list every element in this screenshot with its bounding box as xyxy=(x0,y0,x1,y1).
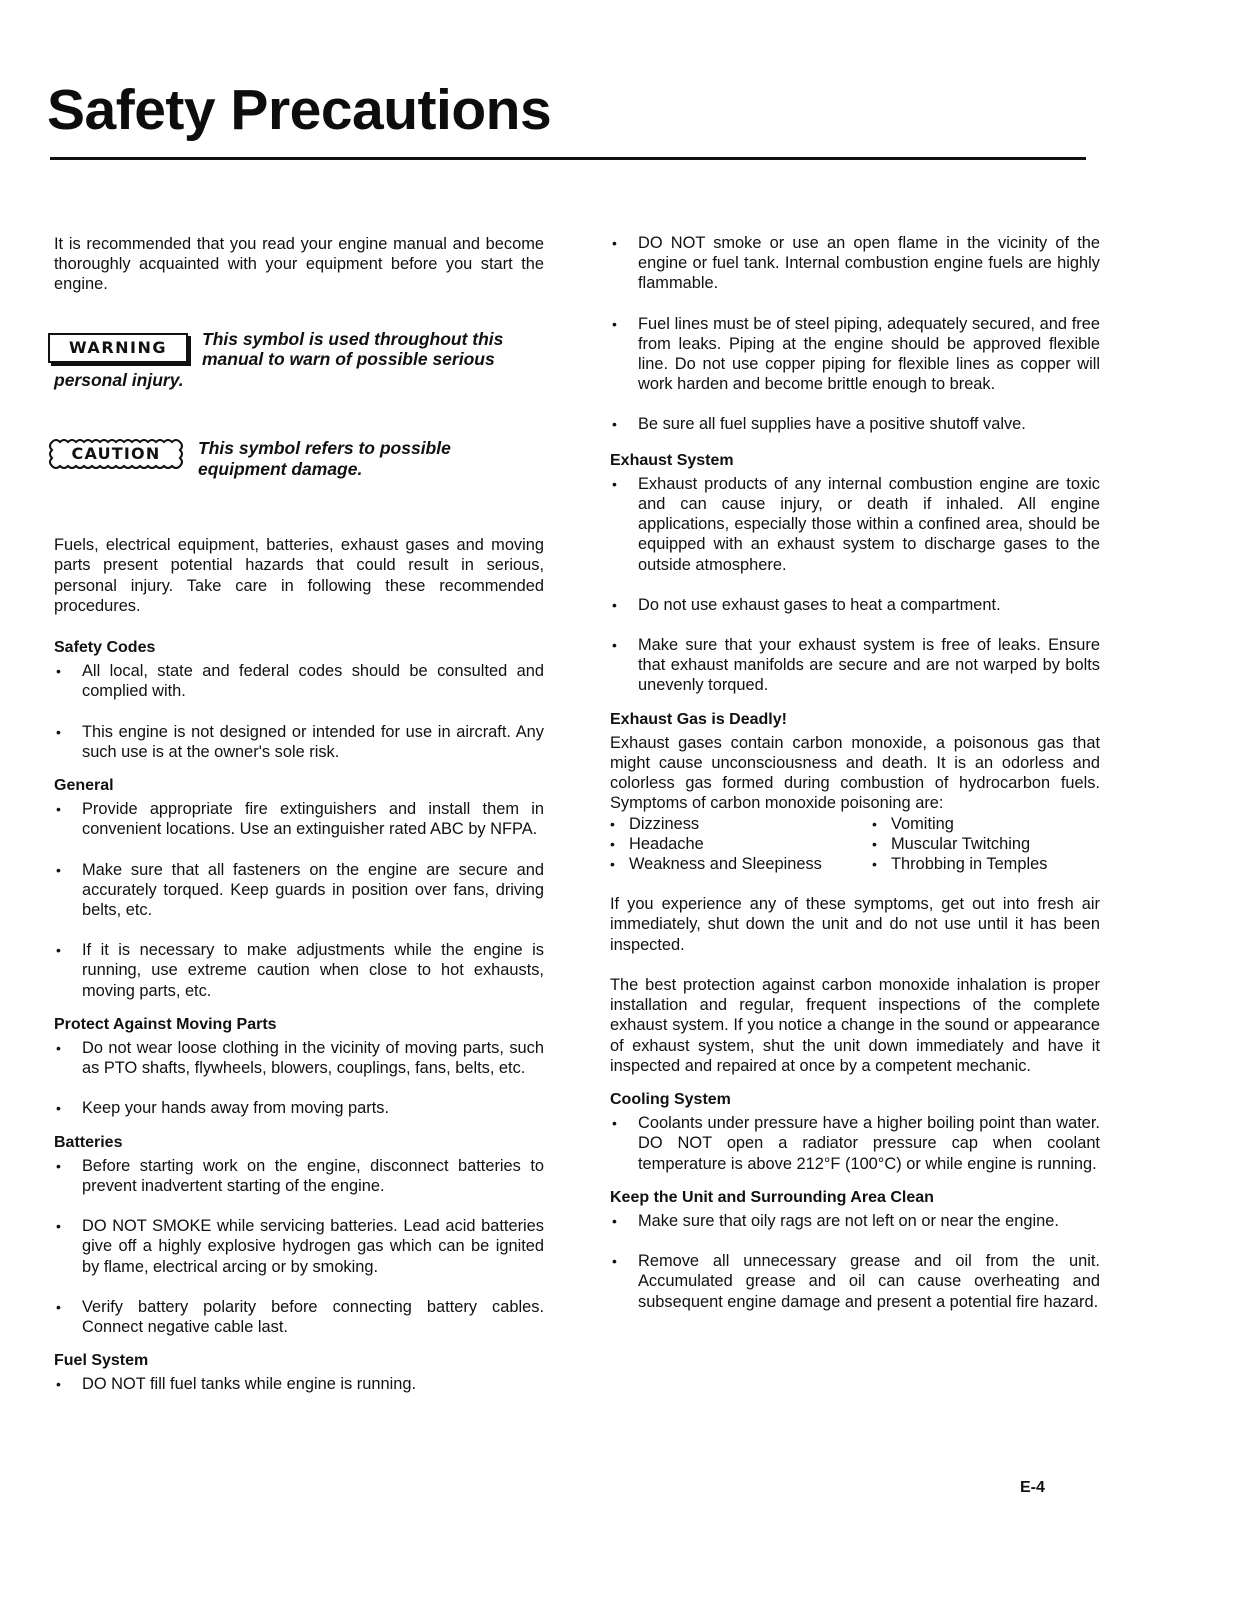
list-item: • Make sure that your exhaust system is free of leaks. Ensure that exhaust manifolds are secure and are not warped by bolts unevenly torqued. xyxy=(612,636,1100,695)
bullet-list xyxy=(610,474,1100,696)
bullet-icon: • xyxy=(612,315,617,332)
intro-paragraph: It is recommended that you read your engine manual and become thoroughly acquainted with your equipment before you start the engine. xyxy=(54,235,544,294)
bullet-icon: • xyxy=(610,835,615,852)
warning-label: WARNING xyxy=(69,337,167,357)
list-item: • Make sure that all fasteners on the engine are secure and accurately torqued. Keep guards in position over fans, driving belts, etc. xyxy=(56,860,544,919)
section-heading: Cooling System xyxy=(610,1090,731,1108)
list-item: • DO NOT fill fuel tanks while engine is running. xyxy=(56,1375,417,1394)
list-item: • If it is necessary to make adjustments while the engine is running, use extreme caution when close to hot exhausts, moving parts, etc. xyxy=(56,941,544,1000)
caution-label: CAUTION xyxy=(71,444,161,463)
caution-text: This symbol refers to possible equipment damage. xyxy=(198,438,451,479)
bullet-icon: • xyxy=(56,1100,61,1117)
section-batteries xyxy=(54,1133,544,1338)
list-item: • This engine is not designed or intended for use in aircraft. Any such use is at the owner's sole risk. xyxy=(56,722,544,761)
symptom-item: • Muscular Twitching xyxy=(872,834,1031,853)
bullet-icon: • xyxy=(56,801,61,818)
bullet-list xyxy=(610,1113,1100,1174)
bullet-icon: • xyxy=(56,1039,61,1056)
bullet-icon: • xyxy=(872,815,877,832)
bullet-icon: • xyxy=(56,1218,61,1235)
bullet-icon: • xyxy=(612,637,617,654)
warning-notice xyxy=(54,329,544,391)
list-item: • DO NOT smoke or use an open flame in the vicinity of the engine or fuel tank. Internal combustion engine fuels are highly flammable. xyxy=(612,234,1100,293)
bullet-icon: • xyxy=(612,1253,617,1270)
list-item: • Keep your hands away from moving parts. xyxy=(56,1099,390,1118)
bullet-icon: • xyxy=(612,1212,617,1229)
bullet-icon: • xyxy=(612,596,617,613)
deadly-paragraph: Exhaust gases contain carbon monoxide, a poisonous gas that might cause unconsciousness and death. It is an odorless and colorless gas formed during combustion of hydrocarbon fuels. Symptoms of carbon monoxide poisoning are: xyxy=(610,733,1100,813)
left-column xyxy=(54,234,544,1415)
bullet-icon: • xyxy=(56,1298,61,1315)
section-heading: General xyxy=(54,776,114,794)
bullet-list xyxy=(54,1156,544,1337)
bullet-icon: • xyxy=(612,235,617,251)
section-keep-clean xyxy=(610,1188,1100,1312)
caution-notice xyxy=(54,438,544,479)
section-heading: Batteries xyxy=(54,1133,123,1151)
section-exhaust-system xyxy=(610,451,1100,696)
section-fuel-system xyxy=(54,1351,544,1394)
page-number: E-4 xyxy=(1020,1479,1045,1496)
list-item: • Do not wear loose clothing in the vicinity of moving parts, such as PTO shafts, flywheels, blowers, couplings, fans, belts, etc. xyxy=(56,1038,544,1078)
page-title: Safety Precautions xyxy=(47,78,552,142)
right-column xyxy=(610,233,1100,1332)
bullet-icon: • xyxy=(56,723,61,740)
bullet-icon: • xyxy=(872,835,877,852)
section-heading: Fuel System xyxy=(54,1352,149,1370)
bullet-icon: • xyxy=(612,1115,617,1132)
bullet-list xyxy=(54,1374,544,1394)
section-heading: Safety Codes xyxy=(54,638,156,656)
list-item: • Exhaust products of any internal combustion engine are toxic and can cause injury, or death if inhaled. All engine applications, especially those within a confined area, should be equipped with an exhaust system to discharge gases to the outside atmosphere. xyxy=(612,474,1100,574)
list-item: • Remove all unnecessary grease and oil from the unit. Accumulated grease and oil can cause overheating and subsequent engine damage and present a potential fire hazard. xyxy=(612,1252,1100,1311)
list-item: • Provide appropriate fire extinguishers and install them in convenient locations. Use an extinguisher rated ABC by NFPA. xyxy=(56,800,544,839)
section-heading: Exhaust Gas is Deadly! xyxy=(610,710,787,728)
caution-icon xyxy=(48,438,184,470)
protection-paragraph: The best protection against carbon monoxide inhalation is proper installation and regular, frequent inspections of the complete exhaust system. If you notice a change in the sound or appearance of exhaust system, shut the unit down immediately and have it inspected and repaired at once by a competent mechanic. xyxy=(610,975,1100,1075)
bullet-icon: • xyxy=(56,942,61,959)
warning-text: This symbol is used throughout this manual to warn of possible serious personal injury. xyxy=(54,328,504,390)
list-item: • Coolants under pressure have a higher boiling point than water. DO NOT open a radiator pressure cap when coolant temperature is above 212°F (100°C) or while engine is running. xyxy=(612,1114,1100,1173)
bullet-icon: • xyxy=(610,815,615,832)
bullet-icon: • xyxy=(56,663,61,680)
section-heading: Protect Against Moving Parts xyxy=(54,1015,277,1033)
bullet-icon: • xyxy=(612,416,617,433)
symptoms-advice: If you experience any of these symptoms, get out into fresh air immediately, shut down the unit and do not use until it has been inspected. xyxy=(610,895,1100,954)
list-item: • All local, state and federal codes should be consulted and complied with. xyxy=(56,662,544,701)
symptom-item: • Weakness and Sleepiness xyxy=(610,855,822,874)
symptoms-list xyxy=(610,814,1100,875)
bullet-icon: • xyxy=(872,856,877,873)
section-cooling-system xyxy=(610,1090,1100,1174)
symptom-item: • Vomiting xyxy=(872,814,954,833)
section-exhaust-gas-deadly xyxy=(610,710,1100,1076)
bullet-icon: • xyxy=(56,861,61,878)
bullet-list xyxy=(54,661,544,762)
list-item: • Be sure all fuel supplies have a positive shutoff valve. xyxy=(612,415,1026,434)
bullet-list xyxy=(54,799,544,1001)
bullet-list xyxy=(610,1211,1100,1312)
section-general xyxy=(54,776,544,1001)
list-item: • Do not use exhaust gases to heat a compartment. xyxy=(612,595,1001,614)
bullet-list xyxy=(54,1038,544,1119)
list-item: • Fuel lines must be of steel piping, adequately secured, and free from leaks. Piping at the engine should be approved flexible line. Do not use copper piping for flexible lines as copper will work harden and become brittle enough to break. xyxy=(612,314,1100,394)
symptom-item: • Throbbing in Temples xyxy=(872,855,1048,874)
hazards-paragraph: Fuels, electrical equipment, batteries, exhaust gases and moving parts present potential hazards that could result in serious, personal injury. Take care in following these recommended procedures. xyxy=(54,536,544,615)
section-heading: Exhaust System xyxy=(610,451,734,469)
list-item: • Make sure that oily rags are not left on or near the engine. xyxy=(612,1211,1059,1230)
symptom-item: • Dizziness xyxy=(610,814,700,833)
section-safety-codes xyxy=(54,638,544,762)
bullet-icon: • xyxy=(610,856,615,873)
bullet-icon: • xyxy=(56,1157,61,1174)
symptom-item: • Headache xyxy=(610,834,704,853)
list-item: • DO NOT SMOKE while servicing batteries. Lead acid batteries give off a highly explosive hydrogen gas which can be ignited by flame, electrical arcing or by smoking. xyxy=(56,1217,544,1276)
bullet-icon: • xyxy=(56,1376,61,1393)
warning-icon xyxy=(48,333,188,363)
title-rule xyxy=(50,157,1086,160)
section-moving-parts xyxy=(54,1015,544,1119)
fuel-bullet-list xyxy=(610,233,1100,435)
list-item: • Before starting work on the engine, disconnect batteries to prevent inadvertent starting of the engine. xyxy=(56,1156,544,1195)
bullet-icon: • xyxy=(612,475,617,492)
section-heading: Keep the Unit and Surrounding Area Clean xyxy=(610,1188,934,1206)
list-item: • Verify battery polarity before connecting battery cables. Connect negative cable last. xyxy=(56,1297,544,1336)
